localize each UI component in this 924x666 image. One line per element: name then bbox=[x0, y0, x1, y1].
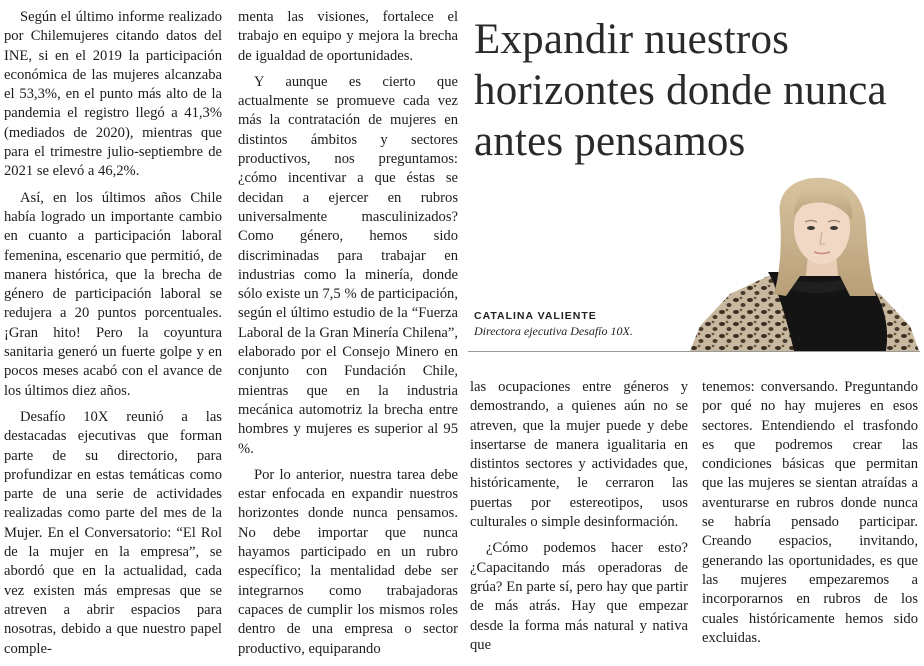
paragraph: las ocupaciones entre géneros y demostrando, a quienes aún no se atreven, que la mujer puede y debe insertarse de manera igualitaria en distintos sectores y actividades que, históricamente, le cerraron las puertas por estereotipos, usos culturales o simple desinformación. bbox=[470, 379, 688, 531]
paragraph: tenemos: conversando. Preguntando por qué no hay mujeres en esos sectores. Entendiendo el trasfondo es que podremos crear las condiciones básicas que permitan que las mujeres se sientan atraídas a aventurarse en rubros donde nunca se habría pensado participar. Creando espacios, invitando, generando las oportunidades, es que las mujeres empezaremos a incorporarnos en rubros de los cuales históricamente hemos sido excluidas. bbox=[702, 379, 918, 646]
paragraph: Según el último informe realizado por Chilemujeres citando datos del INE, si en el 2019 la participación económica de las mujeres alcanzaba el 53,3%, en el punto más alto de la pandemia el registro llegó a 41,3% (mediados de 2020), mientras que para el trimestre julio-septiembre de 2021 se elevó a 46,2%. bbox=[4, 9, 222, 180]
article-column-4 bbox=[702, 378, 918, 655]
author-photo bbox=[690, 176, 919, 351]
author-role: Directora ejecutiva Desafío 10X. bbox=[474, 324, 633, 338]
paragraph: Por lo anterior, nuestra tarea debe estar enfocada en expandir nuestros horizontes donde nunca pensamos. No debe importar que nunca hayamos participado en un rubro específico; la mentalidad debe ser integrarnos como trabajadoras capaces de cumplir los mismos roles dentro de una empresa o sector productivo, equiparando bbox=[238, 466, 458, 657]
article-column-1 bbox=[4, 8, 222, 666]
paragraph: ¿Cómo podemos hacer esto? ¿Capacitando más operadoras de grúa? En parte sí, pero hay que partir de más atrás. Hay que empezar desde la forma más natural y nativa que bbox=[470, 540, 688, 653]
author-name: CATALINA VALIENTE bbox=[474, 310, 597, 322]
section-divider bbox=[468, 351, 920, 352]
headline: Expandir nuestros horizontes donde nunca antes pensamos bbox=[474, 16, 887, 165]
portrait-photo-icon bbox=[690, 176, 919, 351]
author-byline bbox=[474, 310, 704, 339]
paragraph: Así, en los últimos años Chile había logrado un importante cambio en cuanto a participación laboral femenina, escenario que permitió, de manera histórica, que la brecha de género de participación laboral se redujera a 20 puntos porcentuales. ¡Gran hito! Pero la coyuntura sanitaria generó un fuerte golpe y en pocos meses acabó con el avance de los últimos diez años. bbox=[4, 189, 222, 399]
article-column-3 bbox=[470, 378, 688, 662]
paragraph: Y aunque es cierto que actualmente se promueve cada vez más la contratación de mujeres en distintos ámbitos y sectores productivos, nos preguntamos: ¿cómo incentivar a que éstas se decidan a ejercer en rubros universalmente masculinizados? Como género, hemos sido discriminadas para trabajar en industrias como la minería, donde sólo existe un 7,5 % de participación, según el último estudio de la “Fuerza Laboral de la Gran Minería Chilena”, elaborado por el Consejo Minero en conjunto con Fundación Chile, mientras que en la industria mecánica automotriz la brecha entre hombres y mujeres es superior al 95 %. bbox=[238, 73, 458, 457]
paragraph: Desafío 10X reunió a las destacadas ejecutivas que forman parte de su directorio, para profundizar en estas temáticas como parte de una serie de actividades realizadas como parte del mes de la Mujer. En el Conversatorio: “El Rol de la mujer en la empresa”, se abordó que en la actualidad, cada vez existen más empresas que se atreven a abrir espacios para nosotras, debido a que nuestro papel comple- bbox=[4, 408, 222, 657]
article-column-2 bbox=[238, 8, 458, 666]
paragraph: menta las visiones, fortalece el trabajo en equipo y mejora la brecha de igualdad de oportunidades. bbox=[238, 9, 458, 64]
